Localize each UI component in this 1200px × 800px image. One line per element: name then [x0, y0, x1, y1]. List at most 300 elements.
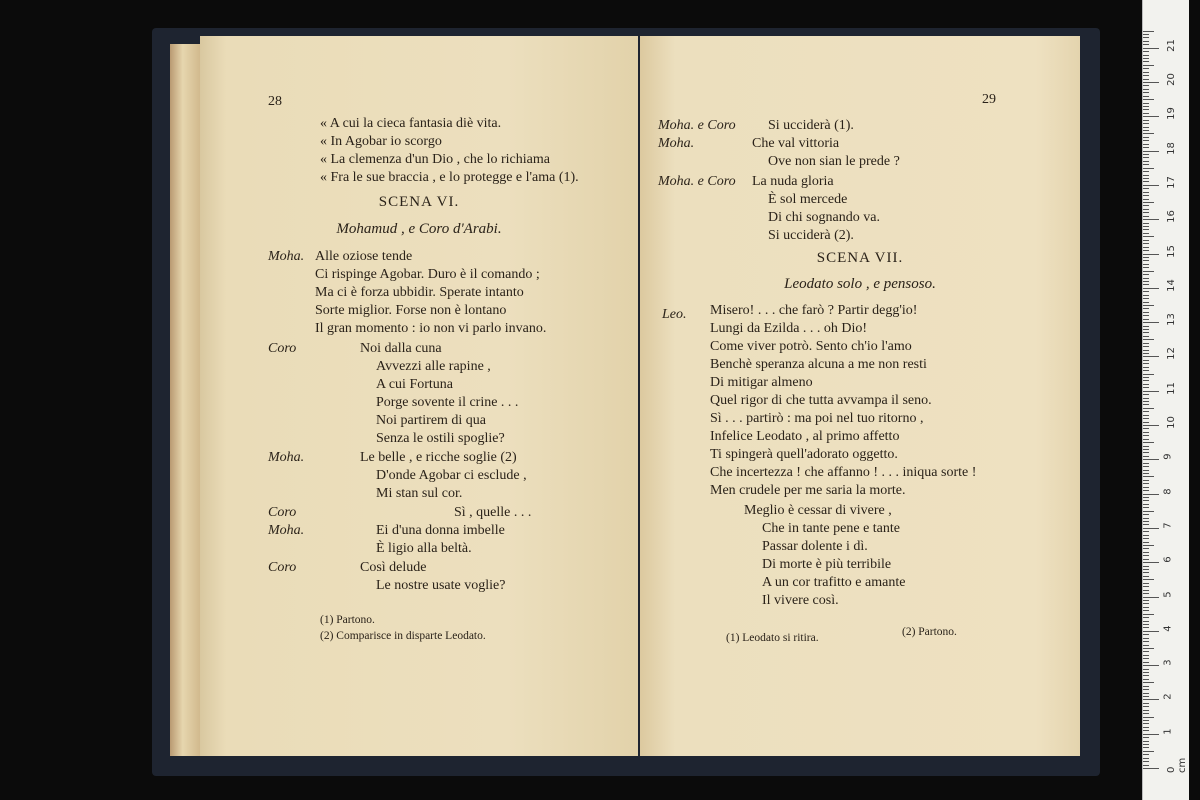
ruler-tick: [1143, 627, 1149, 628]
ruler-tick: [1143, 593, 1149, 594]
ruler-tick: [1143, 404, 1149, 405]
ruler-tick: [1143, 284, 1149, 285]
ruler-tick: [1143, 744, 1149, 745]
verse-line: Si ucciderà (2).: [768, 228, 854, 243]
verse-line: Sì , quelle . . .: [454, 505, 532, 520]
ruler-tick: [1143, 535, 1149, 536]
ruler-tick: [1143, 572, 1149, 573]
verse-line: Ci rispinge Agobar. Duro è il comando ;: [315, 267, 540, 282]
ruler-tick: [1143, 645, 1149, 646]
ruler-tick: [1143, 356, 1159, 357]
ruler-tick: [1143, 233, 1149, 234]
page-number: 28: [268, 94, 282, 109]
ruler-tick: [1143, 524, 1149, 525]
ruler-tick: [1143, 727, 1149, 728]
verse-line: Ei d'una donna imbelle: [376, 523, 505, 538]
ruler-tick: [1143, 236, 1154, 237]
ruler-tick: [1143, 308, 1149, 309]
verse-line: Sorte miglior. Forse non è lontano: [315, 303, 507, 318]
ruler-tick: [1143, 603, 1149, 604]
ruler-tick: [1143, 267, 1149, 268]
ruler-tick: [1143, 44, 1149, 45]
ruler-tick: [1143, 470, 1149, 471]
ruler-tick: [1143, 281, 1149, 282]
ruler-tick: [1143, 442, 1154, 443]
ruler-tick: [1143, 343, 1149, 344]
ruler-tick: [1143, 500, 1149, 501]
ruler-tick: [1143, 459, 1159, 460]
ruler-tick: [1143, 339, 1154, 340]
speaker: Moha.: [268, 523, 305, 538]
ruler-tick: [1143, 675, 1149, 676]
verse-line: Avvezzi alle rapine ,: [376, 359, 491, 374]
ruler-tick: [1143, 765, 1149, 766]
ruler-tick: [1143, 507, 1149, 508]
ruler-tick: [1143, 154, 1149, 155]
ruler-tick: [1143, 34, 1149, 35]
ruler-tick: [1143, 408, 1154, 409]
ruler-tick: [1143, 723, 1149, 724]
ruler-tick: [1143, 188, 1149, 189]
ruler-label: 9: [1162, 453, 1174, 460]
speaker: Moha.: [658, 136, 695, 151]
ruler-tick: [1143, 737, 1149, 738]
ruler-tick: [1143, 58, 1149, 59]
ruler-tick: [1143, 288, 1159, 289]
verse-line: Porge sovente il crine . . .: [376, 395, 519, 410]
ruler-tick: [1143, 710, 1149, 711]
verse-line: D'onde Agobar ci esclude ,: [376, 468, 527, 483]
ruler-tick: [1143, 689, 1149, 690]
ruler-tick: [1143, 655, 1149, 656]
ruler-tick: [1143, 298, 1149, 299]
ruler-tick: [1143, 542, 1149, 543]
ruler-label: 3: [1162, 659, 1174, 666]
ruler-tick: [1143, 703, 1149, 704]
ruler-tick: [1143, 295, 1149, 296]
ruler-tick: [1143, 99, 1154, 100]
speaker: Moha.: [268, 450, 305, 465]
ruler-tick: [1143, 504, 1149, 505]
verse-line: Benchè speranza alcuna a me non resti: [710, 357, 927, 372]
ruler-tick: [1143, 144, 1149, 145]
ruler-label: 2: [1162, 693, 1174, 701]
ruler-label: 19: [1165, 107, 1177, 121]
ruler-tick: [1143, 487, 1149, 488]
ruler-label: 0 cm: [1166, 757, 1188, 773]
verse-line: Noi dalla cuna: [360, 341, 442, 356]
verse-line: Infelice Leodato , al primo affetto: [710, 429, 900, 444]
ruler-tick: [1143, 329, 1149, 330]
ruler-tick: [1143, 48, 1159, 49]
verse-line: Ove non sian le prede ?: [768, 154, 900, 169]
ruler-label: 21: [1165, 38, 1177, 52]
ruler-tick: [1143, 37, 1149, 38]
ruler-tick: [1143, 305, 1154, 306]
verse-line: Di mitigar almeno: [710, 375, 813, 390]
ruler-tick: [1143, 185, 1159, 186]
footnote: (1) Leodato si ritira.: [726, 632, 819, 644]
ruler-tick: [1143, 398, 1149, 399]
verse-line: Misero! . . . che farò ? Partir degg'io!: [710, 303, 918, 318]
verse-line: Di morte è più terribile: [762, 557, 892, 572]
verse-line: Di chi sognando va.: [768, 210, 880, 225]
ruler-tick: [1143, 175, 1149, 176]
ruler-tick: [1143, 662, 1149, 663]
ruler-tick: [1143, 610, 1149, 611]
ruler-tick: [1143, 370, 1149, 371]
verse-line: Il vivere così.: [762, 593, 839, 608]
ruler-tick: [1143, 127, 1149, 128]
ruler-tick: [1143, 106, 1149, 107]
ruler-tick: [1143, 151, 1159, 152]
verse-line: Così delude: [360, 560, 427, 575]
ruler-tick: [1143, 518, 1149, 519]
ruler-tick: [1143, 590, 1149, 591]
ruler-tick: [1143, 428, 1149, 429]
page-stack-edge: [170, 44, 202, 756]
ruler-tick: [1143, 113, 1149, 114]
ruler-tick: [1143, 394, 1149, 395]
ruler-tick: [1143, 312, 1149, 313]
verse-line: Senza le ostili spoglie?: [376, 431, 505, 446]
ruler-tick: [1143, 449, 1149, 450]
ruler-tick: [1143, 576, 1149, 577]
ruler-tick: [1143, 621, 1149, 622]
verse-line: È sol mercede: [768, 192, 848, 207]
verse-line: Ma ci è forza ubbidir. Sperate intanto: [315, 285, 524, 300]
ruler-tick: [1143, 682, 1154, 683]
ruler-tick: [1143, 699, 1159, 700]
ruler-tick: [1143, 751, 1154, 752]
ruler-tick: [1143, 319, 1149, 320]
ruler-tick: [1143, 456, 1149, 457]
ruler-tick: [1143, 377, 1149, 378]
verse-line: Sì . . . partirò : ma poi nel tuo ritorno ,: [710, 411, 924, 426]
ruler-tick: [1143, 171, 1149, 172]
speaker: Coro: [268, 341, 297, 356]
quote-line: « A cui la cieca fantasia diè vita.: [320, 116, 502, 131]
ruler-tick: [1143, 360, 1149, 361]
verse-line: A un cor trafitto e amante: [762, 575, 906, 590]
ruler-tick: [1143, 562, 1159, 563]
quote-line: « Fra le sue braccia , e lo protegge e l'ama (1).: [320, 170, 579, 185]
ruler-tick: [1143, 669, 1149, 670]
verse-line: A cui Fortuna: [376, 377, 453, 392]
ruler-tick: [1143, 168, 1154, 169]
ruler-tick: [1143, 665, 1159, 666]
ruler-tick: [1143, 116, 1159, 117]
ruler-tick: [1143, 205, 1149, 206]
ruler-tick: [1143, 353, 1149, 354]
ruler-tick: [1143, 713, 1149, 714]
ruler-tick: [1143, 634, 1149, 635]
ruler-tick: [1143, 411, 1149, 412]
ruler-tick: [1143, 96, 1149, 97]
ruler-tick: [1143, 367, 1149, 368]
speaker: Moha.: [268, 249, 305, 264]
ruler-tick: [1143, 422, 1149, 423]
ruler-tick: [1143, 768, 1159, 769]
ruler-tick: [1143, 607, 1149, 608]
ruler-tick: [1143, 511, 1154, 512]
ruler-tick: [1143, 415, 1149, 416]
verse-line: È ligio alla beltà.: [376, 541, 472, 556]
ruler-label: 10: [1165, 416, 1177, 429]
ruler-tick: [1143, 466, 1149, 467]
ruler-tick: [1143, 61, 1149, 62]
ruler-tick: [1143, 552, 1149, 553]
ruler-tick: [1143, 278, 1149, 279]
verse-line: Alle oziose tende: [315, 249, 413, 264]
ruler-tick: [1143, 490, 1149, 491]
ruler-tick: [1143, 326, 1149, 327]
ruler-tick: [1143, 494, 1159, 495]
verse-line: Passar dolente i dì.: [762, 539, 868, 554]
ruler-tick: [1143, 747, 1149, 748]
ruler-label: 7: [1162, 522, 1174, 529]
footnote: (2) Partono.: [902, 626, 957, 638]
speaker: Moha. e Coro: [658, 118, 736, 133]
verse-line: Meglio è cessar di vivere ,: [744, 503, 892, 518]
ruler-tick: [1143, 545, 1154, 546]
ruler-tick: [1143, 164, 1149, 165]
quote-line: « In Agobar io scorgo: [320, 134, 442, 149]
ruler-tick: [1143, 257, 1149, 258]
ruler-tick: [1143, 384, 1149, 385]
footnote: (2) Comparisce in disparte Leodato.: [320, 630, 486, 642]
ruler-tick: [1143, 425, 1159, 426]
ruler-tick: [1143, 631, 1159, 632]
verse-line: Ti spingerà quell'adorato oggetto.: [710, 447, 898, 462]
ruler-tick: [1143, 597, 1159, 598]
ruler-label: 17: [1165, 176, 1177, 189]
ruler-tick: [1143, 51, 1149, 52]
ruler-label: 14: [1165, 278, 1177, 292]
ruler-tick: [1143, 271, 1154, 272]
ruler-tick: [1143, 260, 1149, 261]
ruler-tick: [1143, 387, 1149, 388]
ruler-tick: [1143, 706, 1149, 707]
ruler-tick: [1143, 147, 1149, 148]
ruler-label: 18: [1165, 141, 1177, 155]
ruler-tick: [1143, 439, 1149, 440]
ruler-tick: [1143, 734, 1159, 735]
ruler-tick: [1143, 741, 1149, 742]
ruler-tick: [1143, 648, 1154, 649]
ruler-tick: [1143, 72, 1149, 73]
quote-line: « La clemenza d'un Dio , che lo richiama: [320, 152, 550, 167]
ruler-label: 1: [1162, 728, 1174, 735]
ruler-tick: [1143, 380, 1149, 381]
ruler-tick: [1143, 199, 1149, 200]
ruler-label: 20: [1165, 73, 1177, 86]
ruler-tick: [1143, 240, 1149, 241]
ruler-label: 8: [1162, 487, 1174, 495]
verse-line: Quel rigor di che tutta avvampa il seno.: [710, 393, 932, 408]
ruler-tick: [1143, 758, 1149, 759]
measuring-ruler: [1142, 0, 1189, 800]
ruler-tick: [1143, 528, 1159, 529]
ruler-tick: [1143, 583, 1149, 584]
ruler-tick: [1143, 761, 1149, 762]
scene-subtitle: Leodato solo , e pensoso.: [784, 276, 936, 292]
verse-line: Men crudele per me saria la morte.: [710, 483, 906, 498]
ruler-tick: [1143, 332, 1149, 333]
ruler-tick: [1143, 754, 1149, 755]
ruler-tick: [1143, 514, 1149, 515]
ruler-tick: [1143, 363, 1149, 364]
ruler-tick: [1143, 178, 1149, 179]
ruler-tick: [1143, 720, 1149, 721]
verse-line: Come viver potrò. Sento ch'io l'amo: [710, 339, 912, 354]
ruler-tick: [1143, 161, 1149, 162]
ruler-tick: [1143, 264, 1149, 265]
ruler-tick: [1143, 216, 1149, 217]
ruler-tick: [1143, 322, 1159, 323]
ruler-tick: [1143, 254, 1159, 255]
ruler-tick: [1143, 717, 1154, 718]
ruler-label: 6: [1162, 556, 1174, 563]
ruler-tick: [1143, 617, 1149, 618]
ruler-tick: [1143, 346, 1149, 347]
ruler-tick: [1143, 120, 1149, 121]
ruler-tick: [1143, 79, 1149, 80]
ruler-tick: [1143, 123, 1149, 124]
ruler-tick: [1143, 89, 1149, 90]
ruler-tick: [1143, 432, 1149, 433]
ruler-tick: [1143, 566, 1149, 567]
ruler-tick: [1143, 350, 1149, 351]
ruler-tick: [1143, 250, 1149, 251]
ruler-tick: [1143, 538, 1149, 539]
ruler-tick: [1143, 555, 1149, 556]
ruler-tick: [1143, 638, 1149, 639]
ruler-tick: [1143, 559, 1149, 560]
speaker: Leo.: [662, 307, 687, 322]
ruler-tick: [1143, 209, 1149, 210]
ruler-tick: [1143, 579, 1154, 580]
page-number: 29: [982, 92, 996, 107]
ruler-tick: [1143, 41, 1149, 42]
ruler-tick: [1143, 274, 1149, 275]
ruler-tick: [1143, 243, 1149, 244]
ruler-tick: [1143, 181, 1149, 182]
verse-line: Il gran momento : io non vi parlo invano.: [315, 321, 547, 336]
ruler-tick: [1143, 336, 1149, 337]
ruler-tick: [1143, 103, 1149, 104]
ruler-tick: [1143, 140, 1149, 141]
ruler-tick: [1143, 192, 1149, 193]
ruler-label: 5: [1162, 590, 1174, 598]
ruler-tick: [1143, 31, 1154, 32]
ruler-tick: [1143, 65, 1154, 66]
ruler-tick: [1143, 202, 1154, 203]
verse-line: La nuda gloria: [752, 174, 834, 189]
ruler-tick: [1143, 696, 1149, 697]
verse-line: Che incertezza ! che affanno ! . . . iniqua sorte !: [710, 465, 977, 480]
speaker: Moha. e Coro: [658, 174, 736, 189]
ruler-tick: [1143, 569, 1149, 570]
ruler-tick: [1143, 418, 1149, 419]
ruler-tick: [1143, 212, 1149, 213]
verse-line: Che in tante pene e tante: [762, 521, 900, 536]
verse-line: Le belle , e ricche soglie (2): [360, 450, 517, 465]
ruler-tick: [1143, 483, 1149, 484]
ruler-tick: [1143, 686, 1149, 687]
ruler-tick: [1143, 497, 1149, 498]
ruler-tick: [1143, 672, 1149, 673]
ruler-tick: [1143, 137, 1149, 138]
verse-line: Le nostre usate voglie?: [376, 578, 506, 593]
ruler-label: 16: [1165, 210, 1177, 224]
ruler-label: 4: [1162, 625, 1174, 632]
ruler-tick: [1143, 223, 1149, 224]
speaker: Coro: [268, 505, 297, 520]
ruler-tick: [1143, 195, 1149, 196]
verse-line: Lungi da Ezilda . . . oh Dio!: [710, 321, 868, 336]
ruler-tick: [1143, 679, 1149, 680]
ruler-tick: [1143, 531, 1149, 532]
verse-line: Si ucciderà (1).: [768, 118, 854, 133]
speaker: Coro: [268, 560, 297, 575]
verse-line: Noi partirem di qua: [376, 413, 487, 428]
ruler-tick: [1143, 446, 1149, 447]
ruler-tick: [1143, 133, 1154, 134]
right-page: [640, 36, 1080, 756]
ruler-tick: [1143, 315, 1149, 316]
ruler-tick: [1143, 624, 1149, 625]
ruler-tick: [1143, 219, 1159, 220]
ruler-tick: [1143, 473, 1149, 474]
left-page: [200, 36, 638, 756]
ruler-tick: [1143, 157, 1149, 158]
ruler-tick: [1143, 614, 1154, 615]
ruler-tick: [1143, 548, 1149, 549]
ruler-tick: [1143, 92, 1149, 93]
verse-line: Mi stan sul cor.: [376, 486, 463, 501]
ruler-tick: [1143, 302, 1149, 303]
ruler-tick: [1143, 476, 1154, 477]
ruler-tick: [1143, 658, 1149, 659]
ruler-tick: [1143, 68, 1149, 69]
ruler-tick: [1143, 452, 1149, 453]
ruler-label: 12: [1165, 347, 1177, 361]
scene-subtitle: Mohamud , e Coro d'Arabi.: [336, 221, 502, 237]
ruler-tick: [1143, 85, 1149, 86]
ruler-tick: [1143, 693, 1149, 694]
ruler-label: 15: [1165, 244, 1177, 258]
ruler-tick: [1143, 641, 1149, 642]
scene-title: SCENA VII.: [816, 250, 904, 266]
ruler-tick: [1143, 435, 1149, 436]
ruler-tick: [1143, 401, 1149, 402]
ruler-tick: [1143, 730, 1149, 731]
ruler-tick: [1143, 521, 1149, 522]
ruler-tick: [1143, 247, 1149, 248]
ruler-tick: [1143, 109, 1149, 110]
ruler-tick: [1143, 82, 1159, 83]
ruler-tick: [1143, 75, 1149, 76]
ruler-tick: [1143, 586, 1149, 587]
ruler-tick: [1143, 480, 1149, 481]
ruler-tick: [1143, 130, 1149, 131]
ruler-tick: [1143, 374, 1154, 375]
ruler-tick: [1143, 229, 1149, 230]
footnote: (1) Partono.: [320, 614, 375, 626]
ruler-tick: [1143, 651, 1149, 652]
ruler-tick: [1143, 226, 1149, 227]
